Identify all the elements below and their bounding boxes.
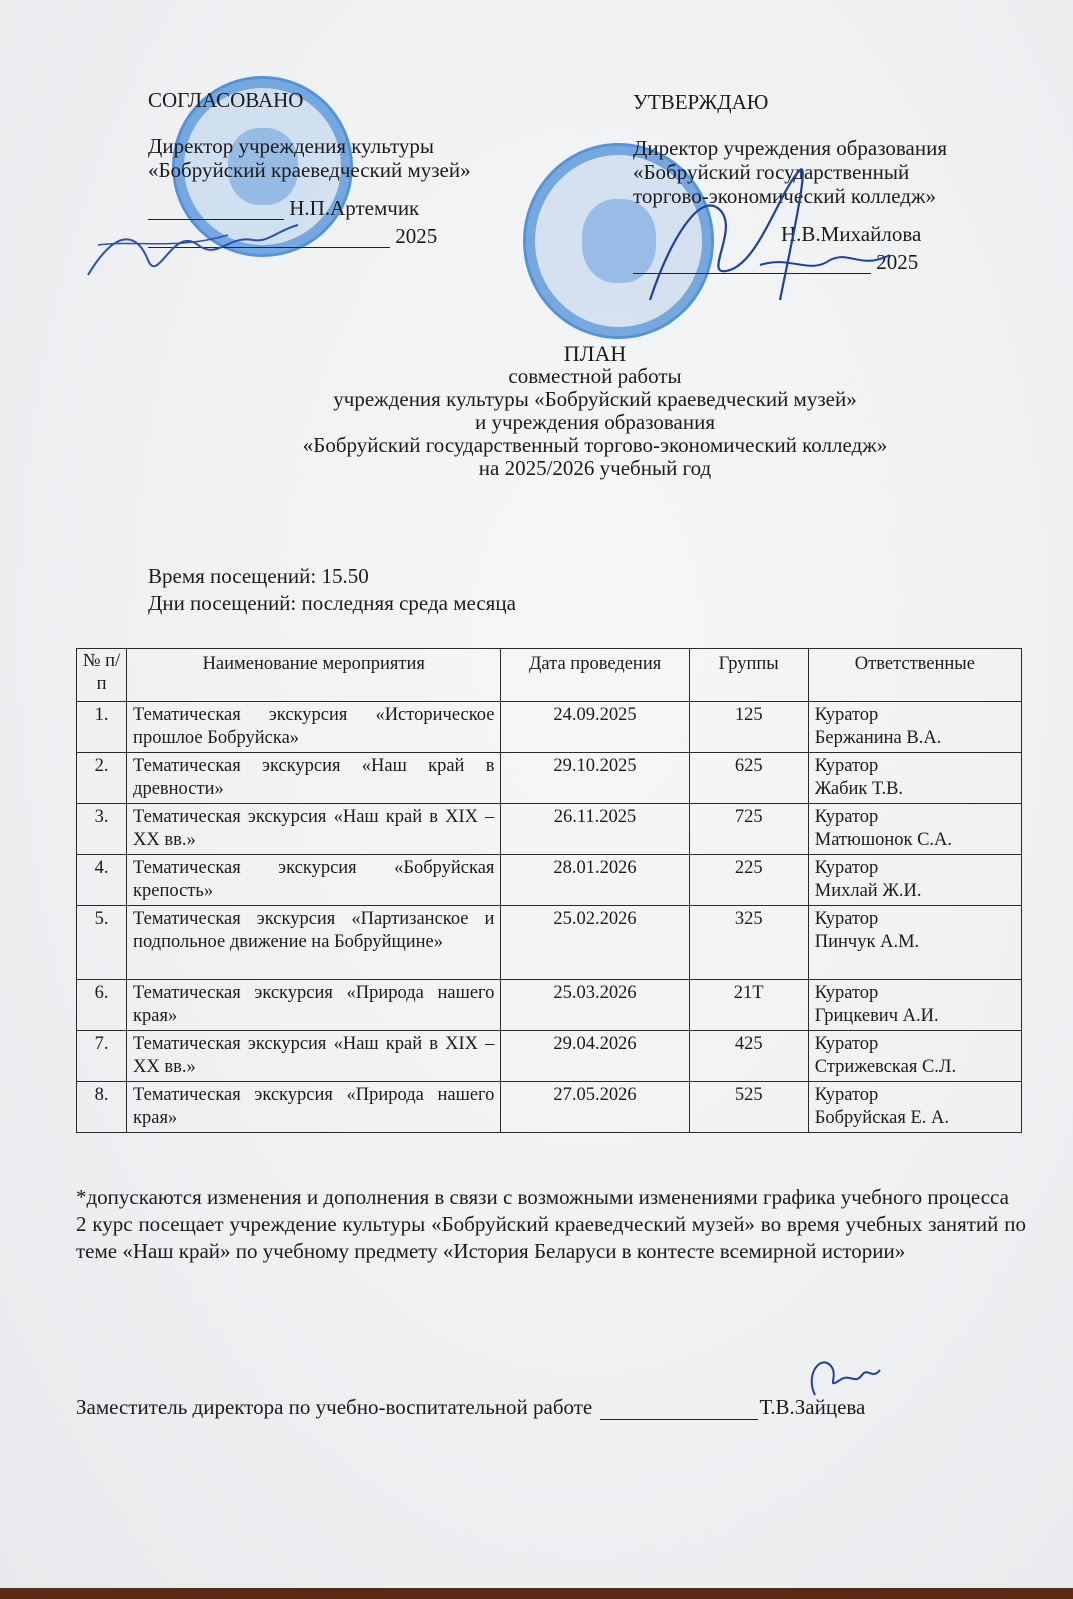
row-event: Тематическая экскурсия «Историческое прошлое Бобруйска» (127, 702, 501, 753)
responsible-person: Стрижевская С.Л. (814, 1057, 957, 1077)
note-second-year: 2 курс посещает учреждение культуры «Бобруйский краеведческий музей» во время учебных занятий по теме «Наш край» по учебному предмету «История Беларуси в контесте всемирной истории» (76, 1212, 1026, 1263)
row-event: Тематическая экскурсия «Наш край в XIX – XX вв.» (127, 804, 501, 855)
table-row (77, 1031, 1022, 1082)
row-responsible (808, 1031, 1021, 1082)
row-number: 5. (77, 906, 127, 980)
row-responsible (808, 980, 1021, 1031)
responsible-role: Куратор (814, 705, 879, 725)
responsible-role: Куратор (814, 909, 879, 929)
title-line-6: на 2025/2026 учебный год (478, 456, 712, 480)
approval-right-position-2: «Бобруйский государственный (633, 160, 910, 184)
row-date: 29.10.2025 (501, 753, 689, 804)
desk-surface (0, 1588, 1073, 1599)
table-row (77, 753, 1022, 804)
row-event: Тематическая экскурсия «Партизанское и подпольное движение на Бобруйщине» (127, 906, 501, 980)
row-responsible (808, 753, 1021, 804)
approval-right-position-3: торгово-экономический колледж» (633, 184, 936, 208)
approval-right-heading: УТВЕРЖДАЮ (633, 90, 769, 114)
table-row (77, 1082, 1022, 1133)
signature-artemchik-icon (78, 205, 308, 295)
row-group: 425 (689, 1031, 808, 1082)
row-group: 225 (689, 855, 808, 906)
row-date: 25.02.2026 (501, 906, 689, 980)
header-groups: Группы (689, 649, 808, 702)
row-event: Тематическая экскурсия «Наш край в XIX – XX вв.» (127, 1031, 501, 1082)
row-date: 26.11.2025 (501, 804, 689, 855)
responsible-person: Матюшонок С.А. (814, 830, 953, 850)
responsible-role: Куратор (814, 807, 879, 827)
responsible-role: Куратор (814, 983, 879, 1003)
row-responsible (808, 702, 1021, 753)
approval-right-year: 2025 (876, 250, 919, 274)
row-number: 6. (77, 980, 127, 1031)
visit-time: Время посещений: 15.50 (148, 564, 369, 588)
table-row (77, 980, 1022, 1031)
deputy-name: Т.В.Зайцева (759, 1395, 866, 1419)
row-number: 1. (77, 702, 127, 753)
deputy-position: Заместитель директора по учебно-воспитательной работе (76, 1395, 593, 1419)
responsible-person: Жабик Т.В. (814, 779, 904, 799)
row-group: 125 (689, 702, 808, 753)
title-line-2: совместной работы (508, 364, 682, 388)
signature-mikhaylova-icon (610, 150, 910, 330)
header-number: № п/п (77, 649, 127, 702)
notes (76, 1184, 1026, 1265)
row-responsible (808, 855, 1021, 906)
responsible-person: Бержанина В.А. (814, 728, 942, 748)
title-line-5: «Бобруйский государственный торгово-экономический колледж» (302, 433, 888, 457)
document-title (160, 342, 1030, 480)
responsible-person: Бобруйская Е. А. (814, 1108, 949, 1128)
responsible-person: Михлай Ж.И. (814, 881, 922, 901)
title-line-3: учреждения культуры «Бобруйский краеведческий музей» (333, 387, 857, 411)
responsible-person: Грицкевич А.И. (814, 1006, 939, 1026)
title-line-4: и учреждения образования (474, 410, 716, 434)
visit-days: Дни посещений: последняя среда месяца (148, 591, 516, 615)
approval-left-year: 2025 (395, 224, 438, 248)
responsible-role: Куратор (814, 1034, 879, 1054)
table-header-row (77, 649, 1022, 702)
responsible-person: Пинчук А.М. (814, 932, 920, 952)
table-row (77, 804, 1022, 855)
responsible-role: Куратор (814, 1085, 879, 1105)
approval-left-position-2: «Бобруйский краеведческий музей» (148, 158, 471, 182)
row-number: 8. (77, 1082, 127, 1133)
row-event: Тематическая экскурсия «Природа нашего края» (127, 1082, 501, 1133)
row-event: Тематическая экскурсия «Наш край в древности» (127, 753, 501, 804)
row-group: 525 (689, 1082, 808, 1133)
approval-left-heading: СОГЛАСОВАНО (148, 88, 304, 112)
row-responsible (808, 804, 1021, 855)
approval-right-name: Н.В.Михайлова (781, 222, 922, 246)
row-group: 325 (689, 906, 808, 980)
plan-table (76, 648, 1022, 1133)
row-responsible (808, 1082, 1021, 1133)
row-number: 2. (77, 753, 127, 804)
row-date: 29.04.2026 (501, 1031, 689, 1082)
row-group: 625 (689, 753, 808, 804)
note-changes: *допускаются изменения и дополнения в связи с возможными изменениями графика учебного процесса (76, 1185, 1009, 1209)
row-responsible (808, 906, 1021, 980)
deputy-signature-block (76, 1395, 865, 1420)
table-row (77, 906, 1022, 980)
approval-left-position-1: Директор учреждения культуры (148, 134, 434, 158)
approval-right-position-1: Директор учреждения образования (633, 136, 948, 160)
table-row (77, 855, 1022, 906)
responsible-role: Куратор (814, 858, 879, 878)
row-group: 725 (689, 804, 808, 855)
row-date: 28.01.2026 (501, 855, 689, 906)
row-number: 3. (77, 804, 127, 855)
row-date: 27.05.2026 (501, 1082, 689, 1133)
signature-line (600, 1419, 758, 1420)
row-group: 21Т (689, 980, 808, 1031)
row-date: 24.09.2025 (501, 702, 689, 753)
row-number: 7. (77, 1031, 127, 1082)
row-event: Тематическая экскурсия «Бобруйская крепость» (127, 855, 501, 906)
header-responsible: Ответственные (808, 649, 1021, 702)
responsible-role: Куратор (814, 756, 879, 776)
row-date: 25.03.2026 (501, 980, 689, 1031)
header-event: Наименование мероприятия (127, 649, 501, 702)
visit-info (148, 563, 516, 617)
table-row (77, 702, 1022, 753)
header-date: Дата проведения (501, 649, 689, 702)
row-number: 4. (77, 855, 127, 906)
approval-left-name: Н.П.Артемчик (289, 196, 420, 220)
title-line-1: ПЛАН (563, 341, 627, 366)
row-event: Тематическая экскурсия «Природа нашего края» (127, 980, 501, 1031)
